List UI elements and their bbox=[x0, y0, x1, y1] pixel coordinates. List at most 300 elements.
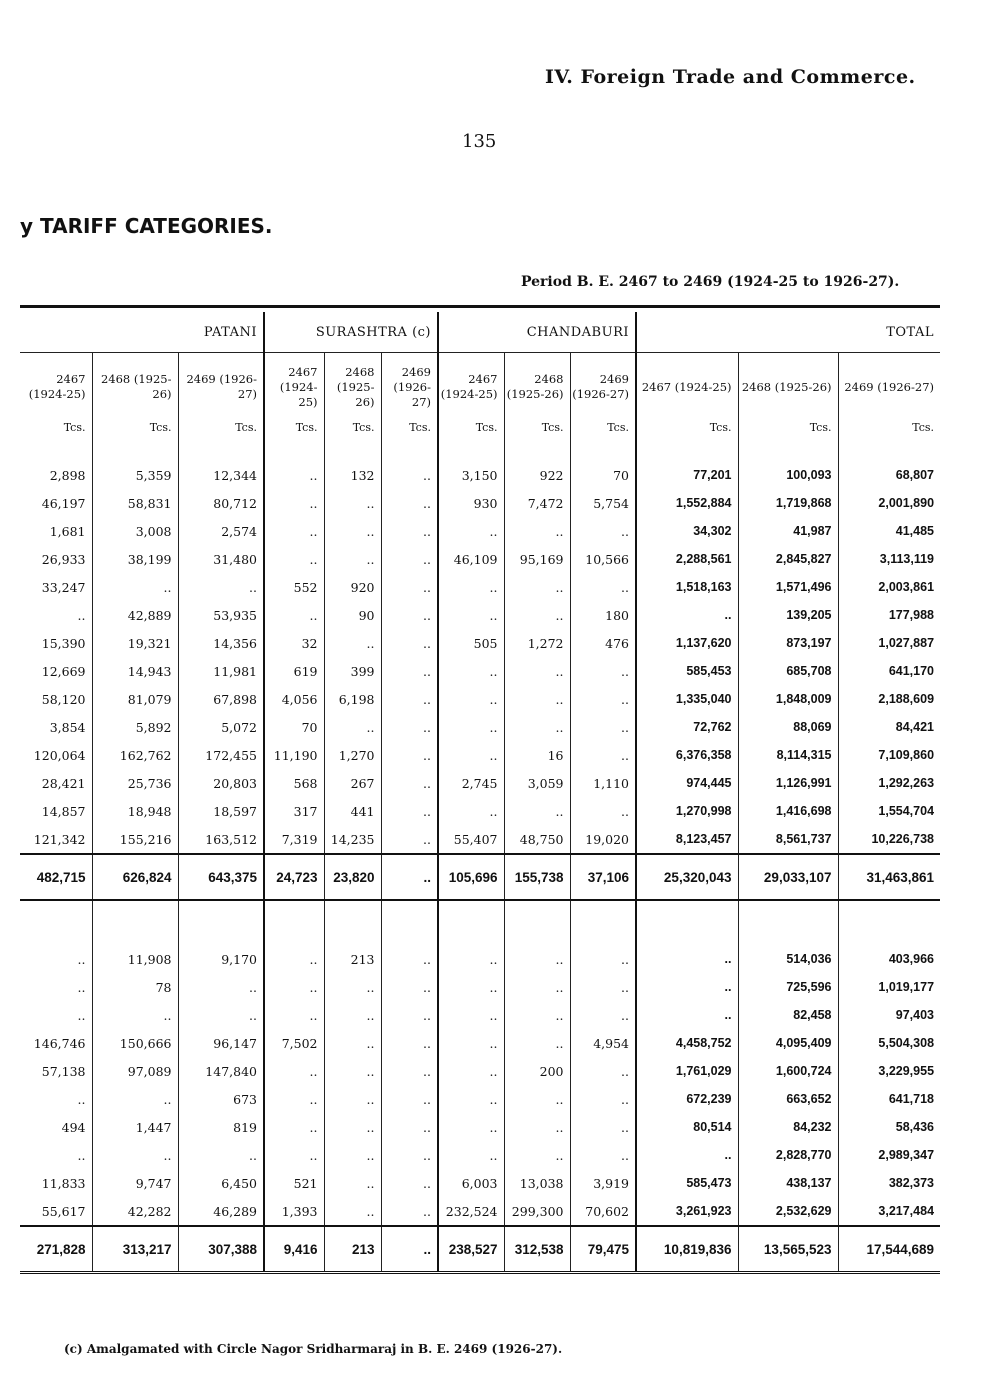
year-label: 2468 (1925-26) bbox=[100, 372, 172, 401]
table-cell: .. bbox=[570, 945, 636, 973]
table-row bbox=[20, 1057, 940, 1085]
table-row bbox=[20, 685, 940, 713]
table-cell: 72,762 bbox=[636, 713, 738, 741]
total-cell: 105,696 bbox=[438, 854, 504, 900]
table-cell: 81,079 bbox=[92, 685, 178, 713]
table-cell: 6,450 bbox=[178, 1169, 264, 1197]
table-cell: .. bbox=[438, 1085, 504, 1113]
table-row bbox=[20, 461, 940, 489]
table-cell: 922 bbox=[504, 461, 570, 489]
table-cell: 1,554,704 bbox=[838, 797, 940, 825]
table-cell: .. bbox=[381, 825, 438, 854]
table-cell: .. bbox=[570, 797, 636, 825]
table-cell: 139,205 bbox=[738, 601, 838, 629]
table-cell: 1,681 bbox=[49, 523, 86, 539]
table-row bbox=[20, 713, 940, 741]
table-cell: .. bbox=[77, 1091, 86, 1107]
period-caption: Period B. E. 2467 to 2469 (1924-25 to 1926-27). bbox=[521, 274, 900, 290]
table-cell: 1,292,263 bbox=[838, 769, 940, 797]
table-cell: .. bbox=[504, 945, 570, 973]
table-cell: 725,596 bbox=[738, 973, 838, 1001]
table-cell: .. bbox=[324, 713, 381, 741]
table-cell: 1,137,620 bbox=[636, 629, 738, 657]
table-cell: .. bbox=[178, 973, 264, 1001]
table-cell: 1,552,884 bbox=[636, 489, 738, 517]
table-cell: 10,226,738 bbox=[838, 825, 940, 854]
table-cell: 70 bbox=[570, 461, 636, 489]
table-cell: .. bbox=[264, 945, 324, 973]
table-cell: 873,197 bbox=[738, 629, 838, 657]
table-cell: 673 bbox=[178, 1085, 264, 1113]
table-cell: 70,602 bbox=[570, 1197, 636, 1226]
year-label: 2468 (1925-26) bbox=[336, 364, 375, 409]
table-cell: 20,803 bbox=[178, 769, 264, 797]
trade-table bbox=[20, 312, 940, 1274]
total-cell: 312,538 bbox=[504, 1226, 570, 1273]
table-cell: 172,455 bbox=[178, 741, 264, 769]
year-label: 2467 (1924-25) bbox=[641, 379, 732, 394]
table-cell: 6,198 bbox=[324, 685, 381, 713]
block-separator bbox=[20, 900, 940, 945]
table-cell: .. bbox=[381, 1141, 438, 1169]
total-cell: 643,375 bbox=[178, 854, 264, 900]
year-header-row bbox=[20, 353, 940, 422]
table-cell: 1,019,177 bbox=[838, 973, 940, 1001]
table-cell: 494 bbox=[61, 1119, 86, 1135]
unit-row bbox=[20, 421, 940, 461]
table-cell: .. bbox=[504, 1029, 570, 1057]
table-cell: .. bbox=[381, 713, 438, 741]
table-cell: 930 bbox=[438, 489, 504, 517]
table-cell: .. bbox=[438, 685, 504, 713]
year-label: 2469 (1926-27) bbox=[572, 372, 629, 401]
table-cell: 57,138 bbox=[41, 1063, 86, 1079]
year-header bbox=[264, 353, 324, 422]
table-cell: 67,898 bbox=[178, 685, 264, 713]
table-cell: .. bbox=[570, 573, 636, 601]
table-cell: .. bbox=[324, 489, 381, 517]
table-cell: 2,745 bbox=[438, 769, 504, 797]
table-cell: .. bbox=[504, 601, 570, 629]
table-cell: .. bbox=[570, 1057, 636, 1085]
table-cell: .. bbox=[504, 657, 570, 685]
table-cell: .. bbox=[381, 1001, 438, 1029]
year-label: 2468 (1925-26) bbox=[741, 379, 832, 394]
table-cell: 38,199 bbox=[92, 545, 178, 573]
year-label: 2467 (1924-25) bbox=[279, 364, 318, 409]
table-cell: 16 bbox=[504, 741, 570, 769]
table-cell: 5,359 bbox=[92, 461, 178, 489]
table-cell: 31,480 bbox=[178, 545, 264, 573]
table-cell: 58,436 bbox=[838, 1113, 940, 1141]
total-cell: 31,463,861 bbox=[838, 854, 940, 900]
unit-label: Tcs. bbox=[570, 421, 636, 461]
table-cell: .. bbox=[570, 741, 636, 769]
table-cell: 4,954 bbox=[570, 1029, 636, 1057]
group-header-chandaburi: CHANDABURI bbox=[438, 312, 636, 353]
table-cell: 162,762 bbox=[92, 741, 178, 769]
table-cell: 70 bbox=[264, 713, 324, 741]
table-cell: 77,201 bbox=[636, 461, 738, 489]
total-cell: 213 bbox=[324, 1226, 381, 1273]
table-cell: .. bbox=[504, 573, 570, 601]
table-cell: 11,833 bbox=[41, 1175, 86, 1191]
table-cell: 96,147 bbox=[178, 1029, 264, 1057]
table-cell: .. bbox=[636, 1001, 738, 1029]
table-cell: 46,109 bbox=[438, 545, 504, 573]
table-cell: 552 bbox=[264, 573, 324, 601]
year-label: 2469 (1926-27) bbox=[844, 379, 935, 394]
table-cell: .. bbox=[438, 601, 504, 629]
table-cell: 1,126,991 bbox=[738, 769, 838, 797]
table-cell: 41,987 bbox=[738, 517, 838, 545]
table-cell: .. bbox=[264, 1001, 324, 1029]
year-label: 2469 (1926-27) bbox=[393, 364, 431, 409]
year-header bbox=[838, 353, 940, 422]
total-cell: 307,388 bbox=[178, 1226, 264, 1273]
table-row bbox=[20, 601, 940, 629]
table-cell: .. bbox=[438, 741, 504, 769]
table-cell: 1,270,998 bbox=[636, 797, 738, 825]
table-cell: 147,840 bbox=[178, 1057, 264, 1085]
table-cell: 585,473 bbox=[636, 1169, 738, 1197]
total-cell: 29,033,107 bbox=[738, 854, 838, 900]
table-cell: .. bbox=[381, 601, 438, 629]
table-cell: .. bbox=[178, 573, 264, 601]
unit-label: Tcs. bbox=[324, 421, 381, 461]
table-cell: .. bbox=[77, 951, 86, 967]
group-header-surashtra: SURASHTRA (c) bbox=[264, 312, 438, 353]
table-cell: .. bbox=[324, 1113, 381, 1141]
table-cell: .. bbox=[77, 607, 86, 623]
table-cell: .. bbox=[178, 1141, 264, 1169]
year-label: 2467 (1924-25) bbox=[440, 372, 498, 401]
table-cell: .. bbox=[504, 517, 570, 545]
table-row bbox=[20, 1085, 940, 1113]
table-cell: 6,376,358 bbox=[636, 741, 738, 769]
year-header bbox=[178, 353, 264, 422]
table-body bbox=[20, 421, 940, 1273]
table-cell: .. bbox=[77, 1147, 86, 1163]
table-row bbox=[20, 945, 940, 973]
table-cell: 1,027,887 bbox=[838, 629, 940, 657]
table-cell: 685,708 bbox=[738, 657, 838, 685]
table-cell: 18,948 bbox=[92, 797, 178, 825]
table-cell: 68,807 bbox=[838, 461, 940, 489]
table-cell: 42,282 bbox=[92, 1197, 178, 1226]
year-header bbox=[570, 353, 636, 422]
table-cell: 2,001,890 bbox=[838, 489, 940, 517]
table-cell: 180 bbox=[570, 601, 636, 629]
table-cell: 132 bbox=[324, 461, 381, 489]
section-title: y TARIFF CATEGORIES. bbox=[20, 214, 273, 238]
unit-label: Tcs. bbox=[738, 421, 838, 461]
table-cell: 672,239 bbox=[636, 1085, 738, 1113]
table-cell: .. bbox=[570, 685, 636, 713]
table-cell: 9,170 bbox=[178, 945, 264, 973]
table-cell: 84,232 bbox=[738, 1113, 838, 1141]
unit-label: Tcs. bbox=[63, 421, 86, 434]
year-header bbox=[738, 353, 838, 422]
separator-cell bbox=[264, 900, 324, 945]
table-cell: 663,652 bbox=[738, 1085, 838, 1113]
table-row bbox=[20, 797, 940, 825]
table-cell: 8,123,457 bbox=[636, 825, 738, 854]
year-header bbox=[92, 353, 178, 422]
table-cell: .. bbox=[381, 573, 438, 601]
table-cell: 14,356 bbox=[178, 629, 264, 657]
table-cell: .. bbox=[264, 517, 324, 545]
unit-label: Tcs. bbox=[636, 421, 738, 461]
table-cell: 1,761,029 bbox=[636, 1057, 738, 1085]
table-cell: .. bbox=[324, 1197, 381, 1226]
table-cell: 121,342 bbox=[33, 831, 86, 847]
table-cell: 25,736 bbox=[92, 769, 178, 797]
table-cell: 11,981 bbox=[178, 657, 264, 685]
table-cell: 53,935 bbox=[178, 601, 264, 629]
table-cell: 46,289 bbox=[178, 1197, 264, 1226]
table-row bbox=[20, 1029, 940, 1057]
table-cell: 2,532,629 bbox=[738, 1197, 838, 1226]
table-cell: 3,217,484 bbox=[838, 1197, 940, 1226]
total-cell: 482,715 bbox=[20, 854, 92, 900]
table-cell: .. bbox=[381, 769, 438, 797]
year-label: 2469 (1926-27) bbox=[186, 372, 257, 401]
table-cell: .. bbox=[264, 1113, 324, 1141]
table-cell: 213 bbox=[324, 945, 381, 973]
total-cell: 24,723 bbox=[264, 854, 324, 900]
table-cell: .. bbox=[92, 1085, 178, 1113]
table-cell: 920 bbox=[324, 573, 381, 601]
table-cell: 42,889 bbox=[92, 601, 178, 629]
unit-label: Tcs. bbox=[504, 421, 570, 461]
total-cell: 626,824 bbox=[92, 854, 178, 900]
table-cell: .. bbox=[264, 461, 324, 489]
table-cell: .. bbox=[324, 973, 381, 1001]
table-cell: 1,518,163 bbox=[636, 573, 738, 601]
table-cell: .. bbox=[264, 973, 324, 1001]
total-cell: 238,527 bbox=[438, 1226, 504, 1273]
table-cell: 3,113,119 bbox=[838, 545, 940, 573]
table-cell: .. bbox=[264, 1085, 324, 1113]
footnote: (c) Amalgamated with Circle Nagor Sridharmaraj in B. E. 2469 (1926-27). bbox=[64, 1342, 563, 1356]
table-row bbox=[20, 1001, 940, 1029]
table-cell: 641,718 bbox=[838, 1085, 940, 1113]
total-cell: .. bbox=[381, 854, 438, 900]
table-cell: 11,908 bbox=[92, 945, 178, 973]
table-row bbox=[20, 1197, 940, 1226]
table-cell: .. bbox=[264, 601, 324, 629]
total-cell: 155,738 bbox=[504, 854, 570, 900]
table-cell: 14,857 bbox=[41, 803, 86, 819]
table-cell: 3,229,955 bbox=[838, 1057, 940, 1085]
year-header bbox=[20, 353, 92, 422]
table-cell: .. bbox=[438, 517, 504, 545]
total-cell: 37,106 bbox=[570, 854, 636, 900]
table-cell: .. bbox=[438, 797, 504, 825]
table-top-rule bbox=[20, 305, 940, 308]
table-cell: .. bbox=[570, 713, 636, 741]
total-cell: 25,320,043 bbox=[636, 854, 738, 900]
table-cell: 80,712 bbox=[178, 489, 264, 517]
table-cell: 14,235 bbox=[324, 825, 381, 854]
table-cell: .. bbox=[381, 489, 438, 517]
separator-cell bbox=[92, 900, 178, 945]
table-cell: 120,064 bbox=[33, 747, 86, 763]
table-cell: .. bbox=[438, 973, 504, 1001]
separator-cell bbox=[636, 900, 738, 945]
table-cell: .. bbox=[381, 1113, 438, 1141]
table-cell: 14,943 bbox=[92, 657, 178, 685]
table-cell: 84,421 bbox=[838, 713, 940, 741]
table-cell: .. bbox=[381, 741, 438, 769]
table-cell: 399 bbox=[324, 657, 381, 685]
table-head bbox=[20, 312, 940, 421]
year-label: 2467 (1924-25) bbox=[28, 372, 86, 401]
table-cell: 382,373 bbox=[838, 1169, 940, 1197]
total-cell: 271,828 bbox=[20, 1226, 92, 1273]
table-row bbox=[20, 545, 940, 573]
table-cell: .. bbox=[77, 1007, 86, 1023]
table-cell: 95,169 bbox=[504, 545, 570, 573]
year-header bbox=[324, 353, 381, 422]
table-cell: .. bbox=[381, 1085, 438, 1113]
table-cell: 1,447 bbox=[92, 1113, 178, 1141]
table-cell: .. bbox=[504, 1141, 570, 1169]
unit-label: Tcs. bbox=[381, 421, 438, 461]
table-cell: .. bbox=[324, 1029, 381, 1057]
table-cell: 974,445 bbox=[636, 769, 738, 797]
table-cell: 177,988 bbox=[838, 601, 940, 629]
table-cell: .. bbox=[381, 657, 438, 685]
table-cell: 163,512 bbox=[178, 825, 264, 854]
table-cell: 2,188,609 bbox=[838, 685, 940, 713]
table-row bbox=[20, 1169, 940, 1197]
table-cell: 7,502 bbox=[264, 1029, 324, 1057]
table-cell: 1,110 bbox=[570, 769, 636, 797]
table-cell: 15,390 bbox=[41, 635, 86, 651]
table-cell: .. bbox=[381, 545, 438, 573]
table-cell: 403,966 bbox=[838, 945, 940, 973]
table-cell: 58,831 bbox=[92, 489, 178, 517]
table-row bbox=[20, 825, 940, 854]
total-row bbox=[20, 1226, 940, 1273]
table-cell: 1,416,698 bbox=[738, 797, 838, 825]
table-cell: 19,020 bbox=[570, 825, 636, 854]
table-cell: 97,089 bbox=[92, 1057, 178, 1085]
separator-cell bbox=[178, 900, 264, 945]
table-cell: 8,114,315 bbox=[738, 741, 838, 769]
table-cell: 2,003,861 bbox=[838, 573, 940, 601]
separator-cell bbox=[20, 900, 92, 945]
table-cell: 819 bbox=[178, 1113, 264, 1141]
page-header-title: IV. Foreign Trade and Commerce. bbox=[545, 66, 916, 88]
table-cell: 5,754 bbox=[570, 489, 636, 517]
table-cell: 3,919 bbox=[570, 1169, 636, 1197]
year-header bbox=[438, 353, 504, 422]
table-cell: 10,566 bbox=[570, 545, 636, 573]
table-cell: 8,561,737 bbox=[738, 825, 838, 854]
table-cell: .. bbox=[324, 629, 381, 657]
table-cell: 2,989,347 bbox=[838, 1141, 940, 1169]
table-cell: .. bbox=[438, 657, 504, 685]
table-cell: 9,747 bbox=[92, 1169, 178, 1197]
table-cell: 1,335,040 bbox=[636, 685, 738, 713]
table-cell: 441 bbox=[324, 797, 381, 825]
table-cell: 7,319 bbox=[264, 825, 324, 854]
year-header bbox=[504, 353, 570, 422]
table-cell: 1,571,496 bbox=[738, 573, 838, 601]
table-cell: .. bbox=[92, 1001, 178, 1029]
table-cell: 32 bbox=[264, 629, 324, 657]
table-cell: .. bbox=[381, 1057, 438, 1085]
table-cell: .. bbox=[570, 1001, 636, 1029]
year-header bbox=[381, 353, 438, 422]
table-cell: .. bbox=[570, 1113, 636, 1141]
table-cell: 88,069 bbox=[738, 713, 838, 741]
table-cell: 80,514 bbox=[636, 1113, 738, 1141]
table-row bbox=[20, 769, 940, 797]
table-cell: 1,393 bbox=[264, 1197, 324, 1226]
table-cell: .. bbox=[504, 1113, 570, 1141]
table-row bbox=[20, 1141, 940, 1169]
group-header-total: TOTAL bbox=[636, 312, 940, 353]
table-cell: 90 bbox=[324, 601, 381, 629]
table-cell: .. bbox=[264, 1057, 324, 1085]
table-cell: .. bbox=[570, 1085, 636, 1113]
table-cell: 476 bbox=[570, 629, 636, 657]
table-cell: .. bbox=[570, 973, 636, 1001]
unit-label: Tcs. bbox=[92, 421, 178, 461]
table-cell: .. bbox=[504, 1085, 570, 1113]
table-cell: .. bbox=[438, 573, 504, 601]
total-cell: 23,820 bbox=[324, 854, 381, 900]
table-cell: 1,719,868 bbox=[738, 489, 838, 517]
table-cell: 2,828,770 bbox=[738, 1141, 838, 1169]
table-cell: 146,746 bbox=[33, 1035, 86, 1051]
unit-label: Tcs. bbox=[838, 421, 940, 461]
table-cell: 12,344 bbox=[178, 461, 264, 489]
table-cell: .. bbox=[570, 657, 636, 685]
table-cell: .. bbox=[381, 629, 438, 657]
table-cell: 46,197 bbox=[41, 495, 86, 511]
table-cell: 585,453 bbox=[636, 657, 738, 685]
table-cell: .. bbox=[504, 1001, 570, 1029]
table-cell: .. bbox=[438, 1029, 504, 1057]
table-cell: 155,216 bbox=[92, 825, 178, 854]
table-cell: 12,669 bbox=[41, 663, 86, 679]
table-row bbox=[20, 629, 940, 657]
table-cell: 7,472 bbox=[504, 489, 570, 517]
table-cell: .. bbox=[324, 1001, 381, 1029]
table-cell: 3,261,923 bbox=[636, 1197, 738, 1226]
table-cell: .. bbox=[381, 945, 438, 973]
total-cell: 17,544,689 bbox=[838, 1226, 940, 1273]
table-cell: .. bbox=[324, 1141, 381, 1169]
total-cell: 10,819,836 bbox=[636, 1226, 738, 1273]
table-cell: 28,421 bbox=[41, 775, 86, 791]
table-cell: .. bbox=[438, 945, 504, 973]
table-cell: 4,056 bbox=[264, 685, 324, 713]
table-cell: .. bbox=[570, 1141, 636, 1169]
table-cell: .. bbox=[264, 1141, 324, 1169]
table-cell: 5,892 bbox=[92, 713, 178, 741]
table-cell: 13,038 bbox=[504, 1169, 570, 1197]
table-row bbox=[20, 973, 940, 1001]
table-cell: .. bbox=[504, 685, 570, 713]
table-cell: 4,095,409 bbox=[738, 1029, 838, 1057]
table-cell: 26,933 bbox=[41, 551, 86, 567]
